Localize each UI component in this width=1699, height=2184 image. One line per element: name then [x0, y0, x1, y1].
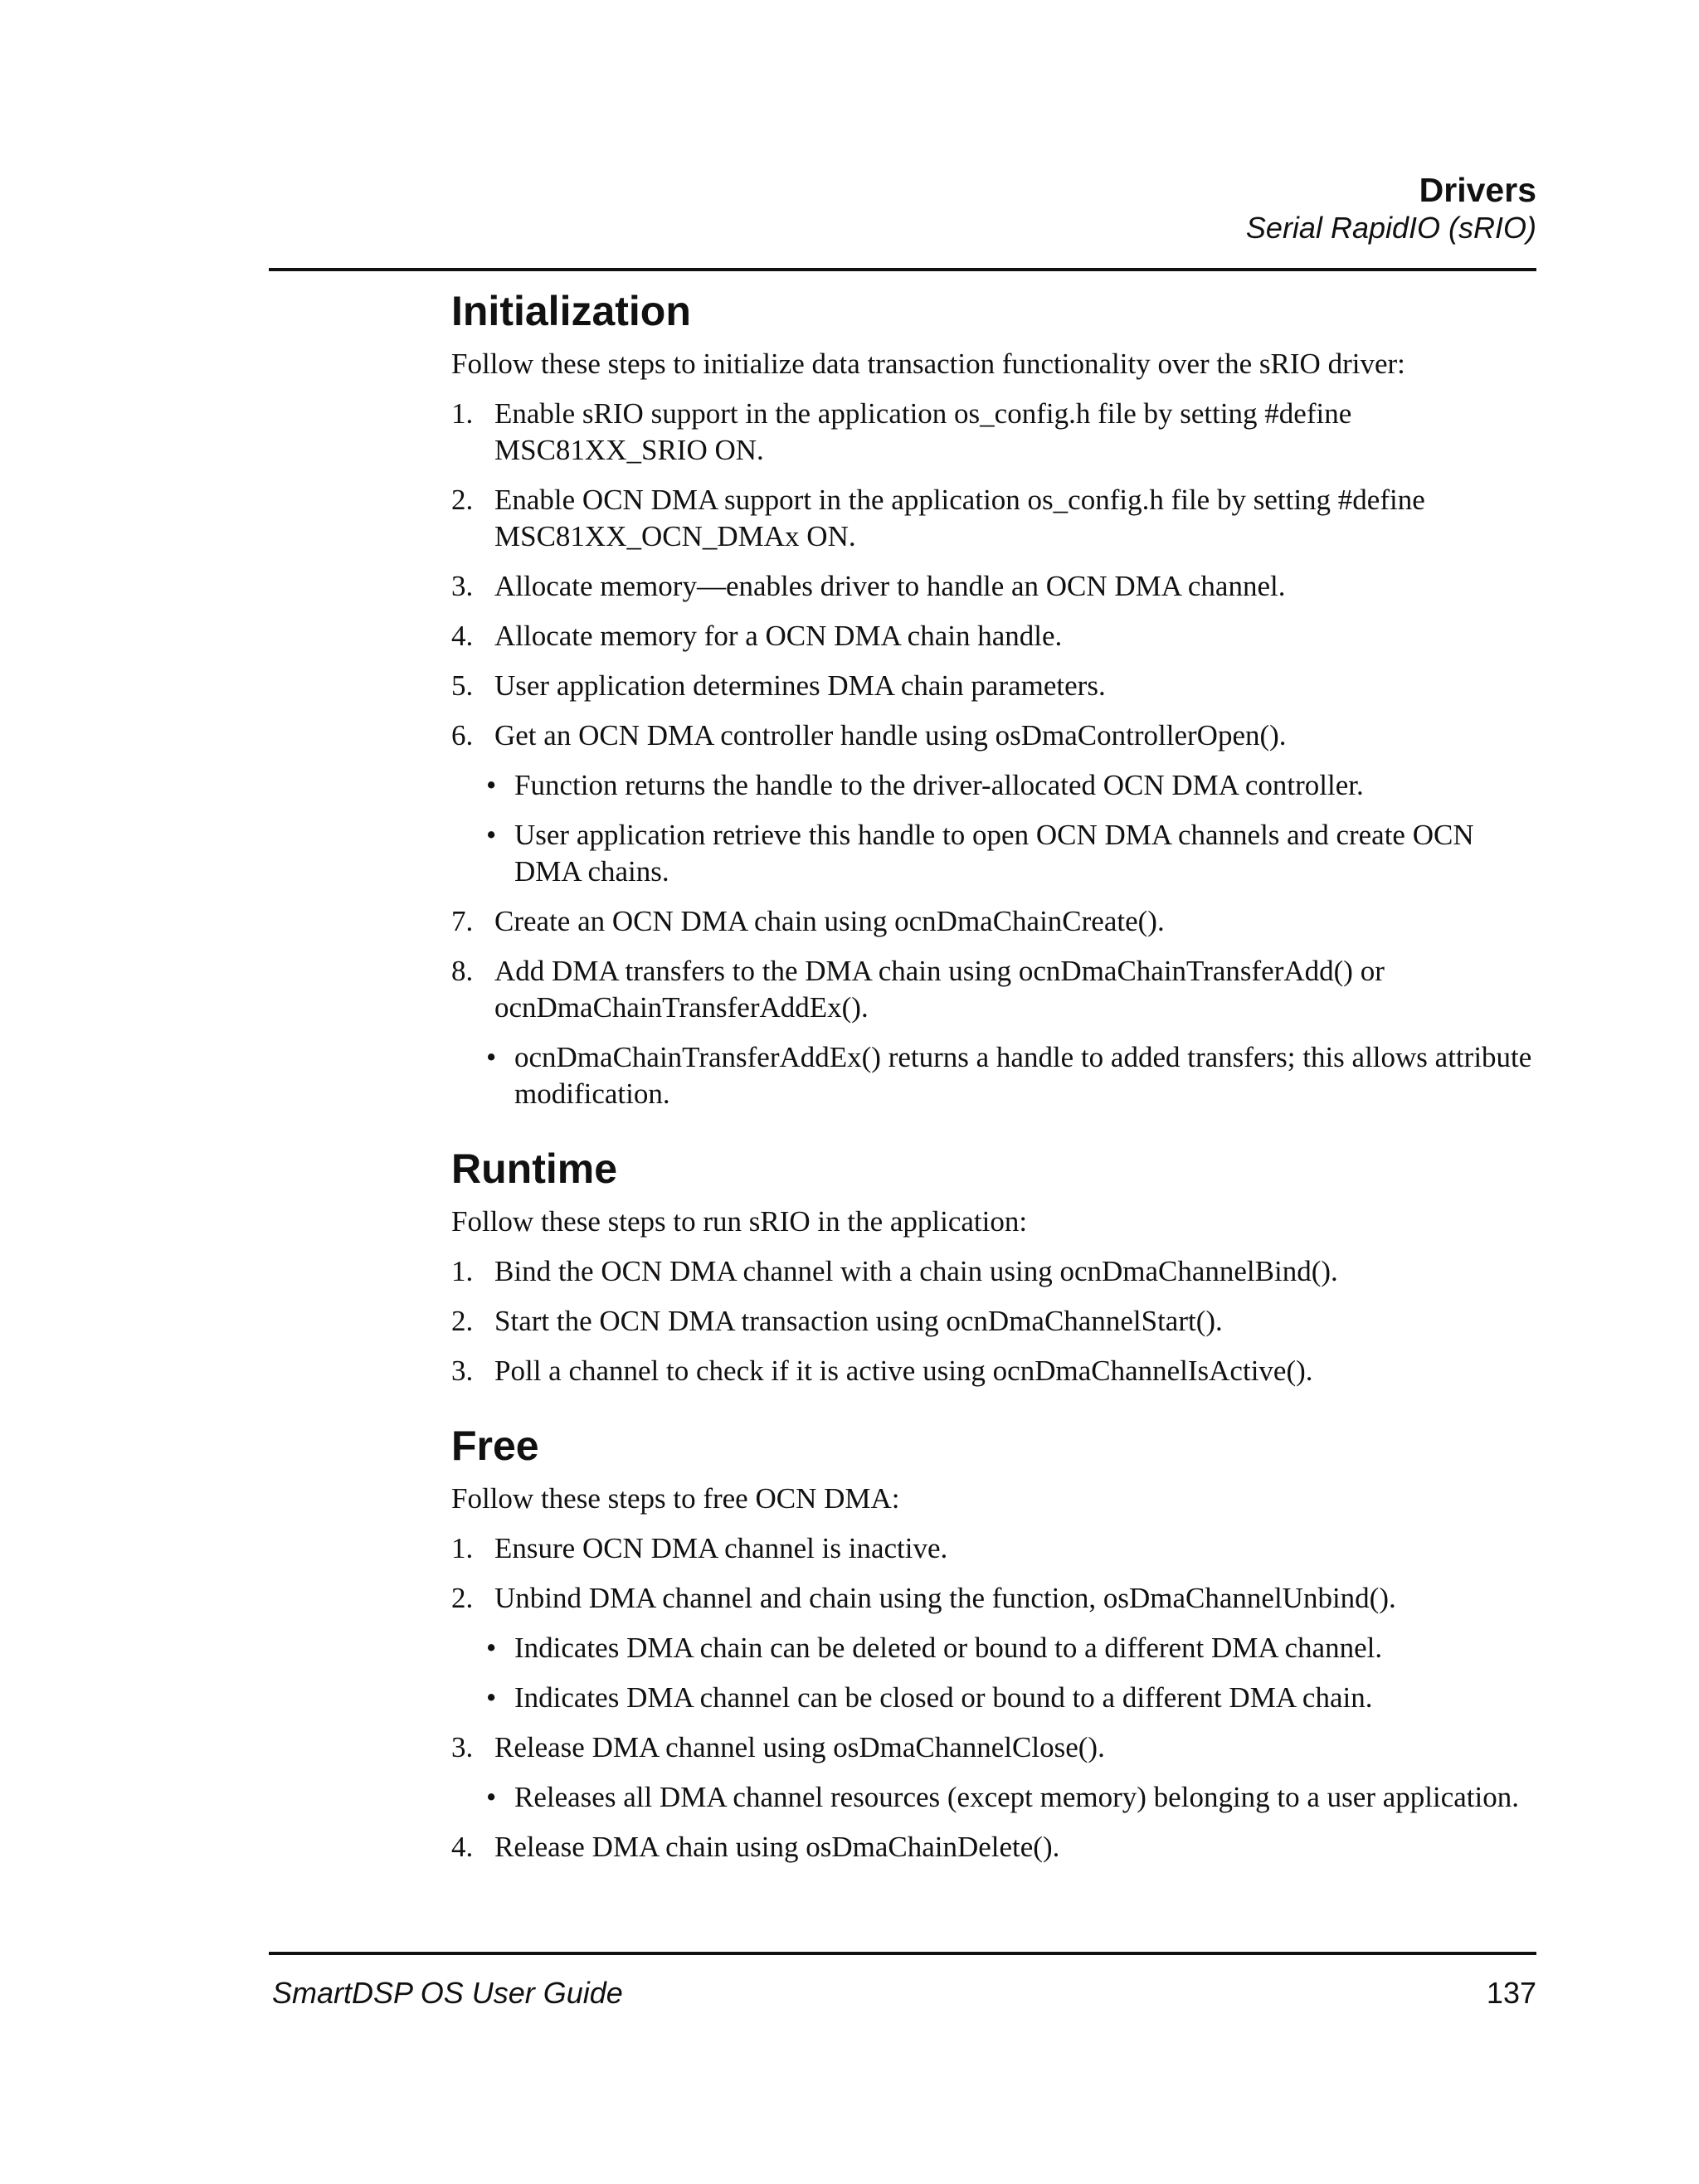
step-item: [451, 1303, 1536, 1340]
bullet-icon: •: [486, 1632, 497, 1664]
step-item: [451, 568, 1536, 605]
bullet-text: Indicates DMA channel can be closed or bound to a different DMA chain.: [514, 1681, 1373, 1714]
step-number: 2.: [451, 1582, 474, 1614]
step-item: [451, 668, 1536, 704]
bullet-item: [451, 1039, 1536, 1112]
step-number: 1.: [451, 1255, 474, 1287]
step-text: Enable OCN DMA support in the application os_config.h file by setting #define MSC81XX_OCN_DMAx ON.: [494, 484, 1425, 552]
step-item: [451, 1580, 1536, 1617]
step-item: [451, 1530, 1536, 1567]
section-heading-free: Free: [451, 1423, 539, 1469]
section-heading-runtime: Runtime: [451, 1146, 617, 1192]
step-number: 2.: [451, 484, 474, 516]
step-number: 3.: [451, 1731, 474, 1763]
bullet-item: [451, 1779, 1536, 1816]
step-text: Add DMA transfers to the DMA chain using ocnDmaChainTransferAdd() or ocnDmaChainTransferAddEx().: [494, 955, 1385, 1024]
step-item: [451, 482, 1536, 555]
footer-doc-title: SmartDSP OS User Guide: [272, 1976, 623, 2010]
running-header-subtitle: Serial RapidIO (sRIO): [1245, 211, 1536, 245]
step-number: 2.: [451, 1305, 474, 1337]
step-number: 3.: [451, 570, 474, 602]
bullet-item: [451, 767, 1536, 804]
bullet-text: User application retrieve this handle to open OCN DMA channels and create OCN DMA chains.: [514, 819, 1474, 888]
step-item: [451, 1829, 1536, 1865]
bullet-text: Indicates DMA chain can be deleted or bound to a different DMA channel.: [514, 1632, 1383, 1664]
section-intro: Follow these steps to free OCN DMA:: [451, 1482, 900, 1515]
step-number: 7.: [451, 905, 474, 937]
step-item: [451, 1353, 1536, 1389]
section-heading-initialization: Initialization: [451, 288, 691, 334]
section-intro: Follow these steps to run sRIO in the application:: [451, 1205, 1028, 1238]
step-item: [451, 1253, 1536, 1290]
step-text: Poll a channel to check if it is active using ocnDmaChannelIsActive().: [494, 1355, 1313, 1387]
step-number: 5.: [451, 669, 474, 702]
bullet-icon: •: [486, 1041, 497, 1073]
header-rule: [269, 268, 1536, 271]
step-number: 1.: [451, 1532, 474, 1564]
bullet-icon: •: [486, 769, 497, 801]
footer-rule: [269, 1952, 1536, 1955]
step-text: Release DMA chain using osDmaChainDelete().: [494, 1831, 1060, 1863]
step-number: 1.: [451, 397, 474, 430]
bullet-item: [451, 1630, 1536, 1666]
step-text: User application determines DMA chain parameters.: [494, 669, 1106, 702]
step-item: [451, 903, 1536, 940]
section-intro: Follow these steps to initialize data transaction functionality over the sRIO driver:: [451, 348, 1405, 380]
step-item: [451, 953, 1536, 1026]
step-number: 4.: [451, 620, 474, 652]
step-item: [451, 396, 1536, 469]
step-text: Enable sRIO support in the application os_config.h file by setting #define MSC81XX_SRIO ON.: [494, 397, 1352, 466]
step-text: Start the OCN DMA transaction using ocnDmaChannelStart().: [494, 1305, 1223, 1337]
step-text: Allocate memory—enables driver to handle an OCN DMA channel.: [494, 570, 1286, 602]
bullet-icon: •: [486, 1681, 497, 1714]
step-number: 4.: [451, 1831, 474, 1863]
step-text: Unbind DMA channel and chain using the function, osDmaChannelUnbind().: [494, 1582, 1396, 1614]
bullet-icon: •: [486, 1781, 497, 1813]
step-number: 3.: [451, 1355, 474, 1387]
page-number: 137: [1486, 1976, 1536, 2010]
bullet-item: [451, 817, 1536, 890]
step-item: [451, 1729, 1536, 1766]
running-header-title: Drivers: [1419, 171, 1536, 209]
step-text: Create an OCN DMA chain using ocnDmaChainCreate().: [494, 905, 1165, 937]
page-content: [451, 286, 1536, 1879]
step-text: Allocate memory for a OCN DMA chain handle.: [494, 620, 1063, 652]
bullet-icon: •: [486, 819, 497, 851]
bullet-text: Function returns the handle to the driver-allocated OCN DMA controller.: [514, 769, 1364, 801]
step-number: 6.: [451, 719, 474, 752]
step-text: Ensure OCN DMA channel is inactive.: [494, 1532, 948, 1564]
bullet-text: ocnDmaChainTransferAddEx() returns a handle to added transfers; this allows attribute modification.: [514, 1041, 1532, 1110]
step-item: [451, 618, 1536, 654]
step-text: Get an OCN DMA controller handle using osDmaControllerOpen().: [494, 719, 1287, 752]
bullet-text: Releases all DMA channel resources (except memory) belonging to a user application.: [514, 1781, 1519, 1813]
step-text: Bind the OCN DMA channel with a chain using ocnDmaChannelBind().: [494, 1255, 1338, 1287]
bullet-item: [451, 1680, 1536, 1716]
step-text: Release DMA channel using osDmaChannelClose().: [494, 1731, 1105, 1763]
step-number: 8.: [451, 955, 474, 987]
step-item: [451, 717, 1536, 754]
